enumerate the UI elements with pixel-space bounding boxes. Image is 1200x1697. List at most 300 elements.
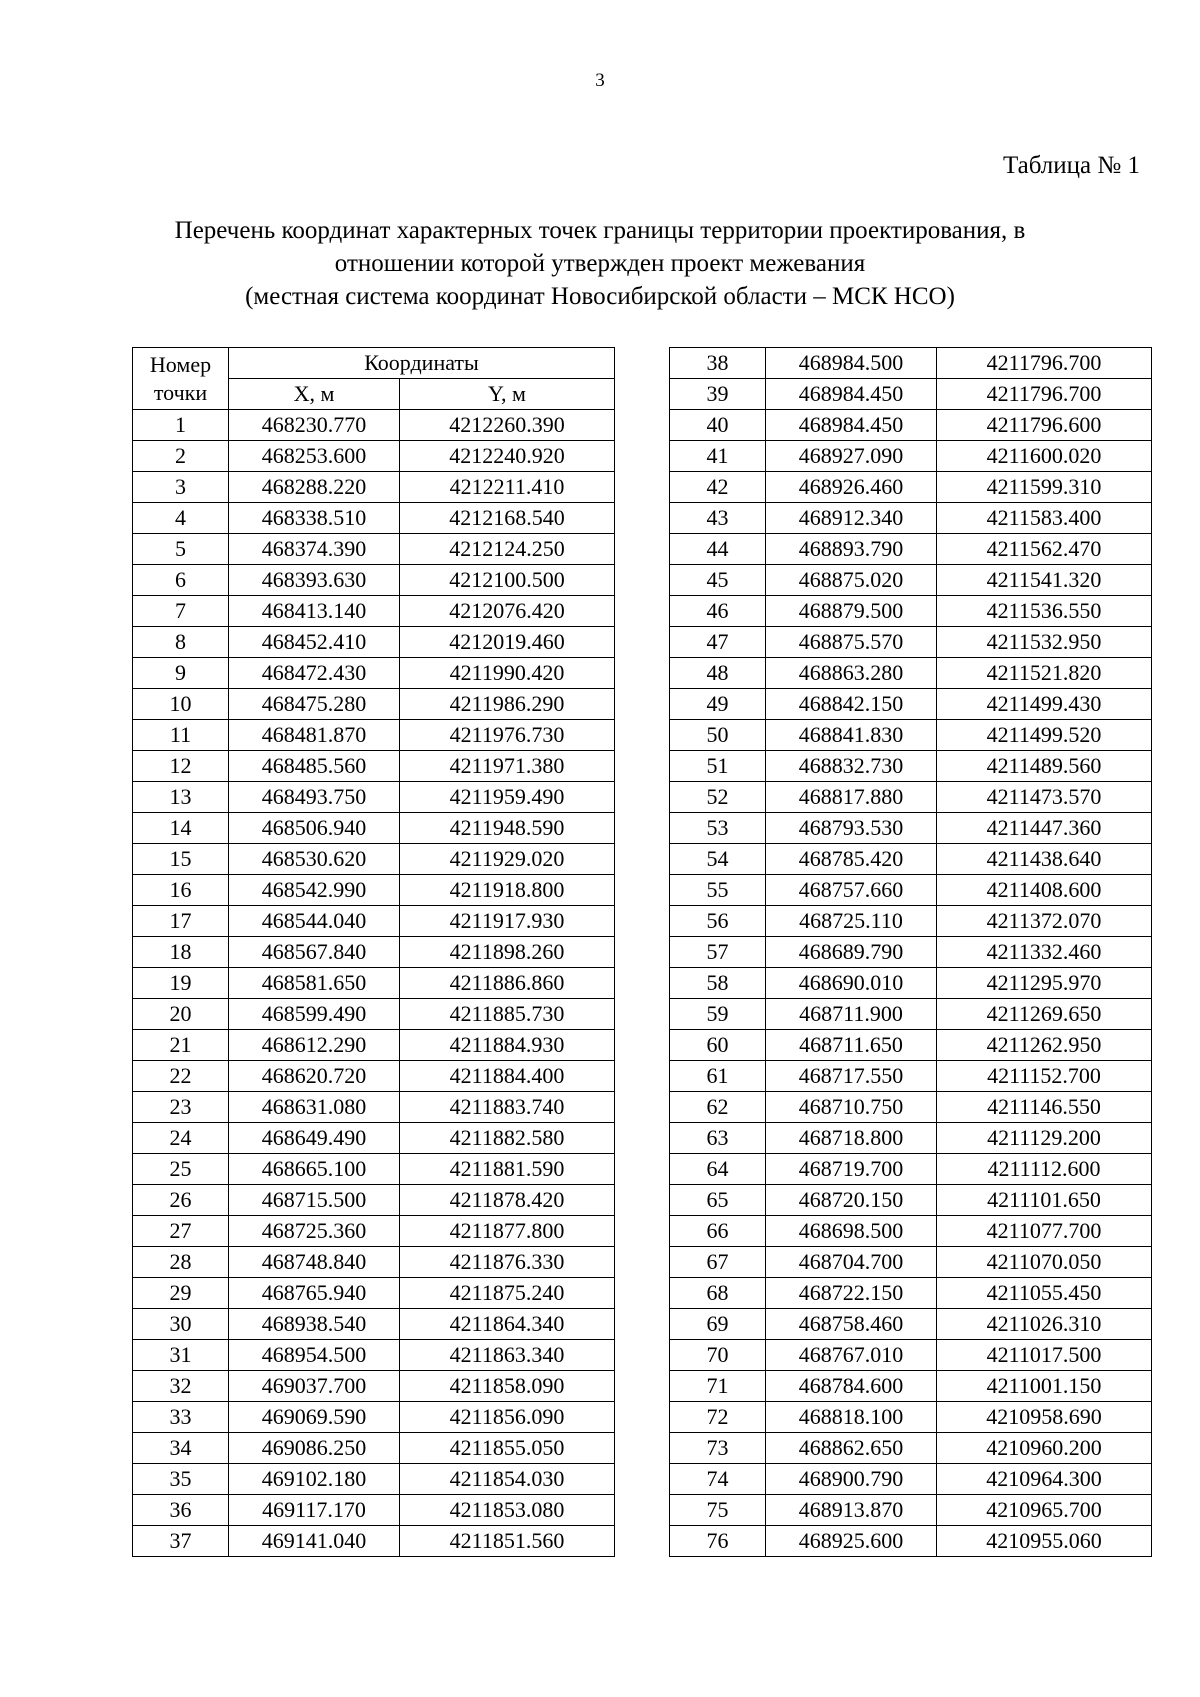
y-coordinate-cell: 4212076.420 [400, 596, 615, 627]
table-row [133, 1433, 615, 1464]
y-coordinate-cell: 4211917.930 [400, 906, 615, 937]
table-row [670, 627, 1152, 658]
y-coordinate-cell: 4211055.450 [937, 1278, 1152, 1309]
header-x: X, м [229, 379, 400, 410]
y-coordinate-cell: 4211562.470 [937, 534, 1152, 565]
y-coordinate-cell: 4211473.570 [937, 782, 1152, 813]
table-row [670, 875, 1152, 906]
point-number-cell: 32 [133, 1371, 229, 1402]
y-coordinate-cell: 4211959.490 [400, 782, 615, 813]
x-coordinate-cell: 468725.360 [229, 1216, 400, 1247]
point-number-cell: 27 [133, 1216, 229, 1247]
x-coordinate-cell: 468710.750 [766, 1092, 937, 1123]
table-row [133, 844, 615, 875]
table-row [670, 1185, 1152, 1216]
point-number-cell: 36 [133, 1495, 229, 1526]
point-number-cell: 5 [133, 534, 229, 565]
point-number-cell: 11 [133, 720, 229, 751]
y-coordinate-cell: 4211796.600 [937, 410, 1152, 441]
table-row [133, 534, 615, 565]
table-row [133, 1061, 615, 1092]
table-row [670, 1464, 1152, 1495]
point-number-cell: 46 [670, 596, 766, 627]
x-coordinate-cell: 468912.340 [766, 503, 937, 534]
y-coordinate-cell: 4211976.730 [400, 720, 615, 751]
table-row [133, 1247, 615, 1278]
x-coordinate-cell: 468581.650 [229, 968, 400, 999]
table-row [133, 441, 615, 472]
x-coordinate-cell: 468718.800 [766, 1123, 937, 1154]
x-coordinate-cell: 468374.390 [229, 534, 400, 565]
table-row [670, 813, 1152, 844]
x-coordinate-cell: 468900.790 [766, 1464, 937, 1495]
point-number-cell: 6 [133, 565, 229, 596]
point-number-cell: 2 [133, 441, 229, 472]
point-number-cell: 1 [133, 410, 229, 441]
x-coordinate-cell: 468493.750 [229, 782, 400, 813]
table-row [670, 1526, 1152, 1557]
y-coordinate-cell: 4211541.320 [937, 565, 1152, 596]
y-coordinate-cell: 4211101.650 [937, 1185, 1152, 1216]
header-y: Y, м [400, 379, 615, 410]
x-coordinate-cell: 468893.790 [766, 534, 937, 565]
table-row [670, 689, 1152, 720]
title-line-2: отношении которой утвержден проект межевания [334, 250, 866, 277]
table-row [670, 1030, 1152, 1061]
point-number-cell: 37 [133, 1526, 229, 1557]
table-row [670, 937, 1152, 968]
table-row [133, 1402, 615, 1433]
title-line-3: (местная система координат Новосибирской области – МСК НСО) [245, 283, 955, 310]
point-number-cell: 18 [133, 937, 229, 968]
left-table-body [133, 410, 615, 1557]
table-row [670, 1433, 1152, 1464]
coordinates-table-right [669, 347, 1152, 1557]
point-number-cell: 39 [670, 379, 766, 410]
y-coordinate-cell: 4211017.500 [937, 1340, 1152, 1371]
point-number-cell: 55 [670, 875, 766, 906]
point-number-cell: 8 [133, 627, 229, 658]
point-number-cell: 43 [670, 503, 766, 534]
x-coordinate-cell: 468393.630 [229, 565, 400, 596]
x-coordinate-cell: 469069.590 [229, 1402, 400, 1433]
table-row [133, 1278, 615, 1309]
point-number-cell: 31 [133, 1340, 229, 1371]
table-row [670, 751, 1152, 782]
x-coordinate-cell: 468862.650 [766, 1433, 937, 1464]
x-coordinate-cell: 468757.660 [766, 875, 937, 906]
table-row [133, 1154, 615, 1185]
point-number-cell: 34 [133, 1433, 229, 1464]
point-number-cell: 13 [133, 782, 229, 813]
table-row [133, 1309, 615, 1340]
y-coordinate-cell: 4211851.560 [400, 1526, 615, 1557]
x-coordinate-cell: 468631.080 [229, 1092, 400, 1123]
point-number-cell: 28 [133, 1247, 229, 1278]
y-coordinate-cell: 4211262.950 [937, 1030, 1152, 1061]
y-coordinate-cell: 4211295.970 [937, 968, 1152, 999]
x-coordinate-cell: 468717.550 [766, 1061, 937, 1092]
x-coordinate-cell: 468817.880 [766, 782, 937, 813]
table-row [133, 813, 615, 844]
x-coordinate-cell: 468530.620 [229, 844, 400, 875]
point-number-cell: 68 [670, 1278, 766, 1309]
point-number-cell: 14 [133, 813, 229, 844]
table-row [670, 1309, 1152, 1340]
point-number-cell: 9 [133, 658, 229, 689]
y-coordinate-cell: 4211854.030 [400, 1464, 615, 1495]
x-coordinate-cell: 468715.500 [229, 1185, 400, 1216]
table-row [133, 596, 615, 627]
y-coordinate-cell: 4211796.700 [937, 348, 1152, 379]
x-coordinate-cell: 468649.490 [229, 1123, 400, 1154]
y-coordinate-cell: 4210960.200 [937, 1433, 1152, 1464]
table-row [133, 565, 615, 596]
y-coordinate-cell: 4211885.730 [400, 999, 615, 1030]
point-number-cell: 69 [670, 1309, 766, 1340]
y-coordinate-cell: 4211883.740 [400, 1092, 615, 1123]
x-coordinate-cell: 468938.540 [229, 1309, 400, 1340]
y-coordinate-cell: 4211146.550 [937, 1092, 1152, 1123]
point-number-cell: 67 [670, 1247, 766, 1278]
table-row [133, 875, 615, 906]
coordinates-table-left [132, 347, 615, 1557]
point-number-cell: 40 [670, 410, 766, 441]
x-coordinate-cell: 468665.100 [229, 1154, 400, 1185]
x-coordinate-cell: 468913.870 [766, 1495, 937, 1526]
table-row [670, 720, 1152, 751]
point-number-cell: 61 [670, 1061, 766, 1092]
point-number-cell: 12 [133, 751, 229, 782]
y-coordinate-cell: 4212100.500 [400, 565, 615, 596]
x-coordinate-cell: 468338.510 [229, 503, 400, 534]
table-row [670, 1278, 1152, 1309]
x-coordinate-cell: 468711.900 [766, 999, 937, 1030]
y-coordinate-cell: 4211858.090 [400, 1371, 615, 1402]
table-row [670, 1154, 1152, 1185]
table-row [670, 379, 1152, 410]
x-coordinate-cell: 468765.940 [229, 1278, 400, 1309]
y-coordinate-cell: 4211882.580 [400, 1123, 615, 1154]
x-coordinate-cell: 468875.020 [766, 565, 937, 596]
table-row [670, 596, 1152, 627]
point-number-cell: 49 [670, 689, 766, 720]
table-row [670, 1340, 1152, 1371]
y-coordinate-cell: 4211918.800 [400, 875, 615, 906]
point-number-cell: 70 [670, 1340, 766, 1371]
table-row [133, 1340, 615, 1371]
y-coordinate-cell: 4211877.800 [400, 1216, 615, 1247]
y-coordinate-cell: 4211990.420 [400, 658, 615, 689]
x-coordinate-cell: 468599.490 [229, 999, 400, 1030]
point-number-cell: 48 [670, 658, 766, 689]
point-number-cell: 63 [670, 1123, 766, 1154]
y-coordinate-cell: 4211863.340 [400, 1340, 615, 1371]
point-number-cell: 64 [670, 1154, 766, 1185]
table-row [670, 1371, 1152, 1402]
table-row [133, 1526, 615, 1557]
y-coordinate-cell: 4211599.310 [937, 472, 1152, 503]
point-number-cell: 16 [133, 875, 229, 906]
table-row [670, 503, 1152, 534]
y-coordinate-cell: 4211077.700 [937, 1216, 1152, 1247]
x-coordinate-cell: 468954.500 [229, 1340, 400, 1371]
point-number-cell: 7 [133, 596, 229, 627]
y-coordinate-cell: 4211001.150 [937, 1371, 1152, 1402]
table-row [133, 658, 615, 689]
table-row [670, 1092, 1152, 1123]
x-coordinate-cell: 468984.450 [766, 410, 937, 441]
point-number-cell: 41 [670, 441, 766, 472]
y-coordinate-cell: 4211112.600 [937, 1154, 1152, 1185]
x-coordinate-cell: 468719.700 [766, 1154, 937, 1185]
x-coordinate-cell: 469102.180 [229, 1464, 400, 1495]
point-number-cell: 45 [670, 565, 766, 596]
point-number-cell: 19 [133, 968, 229, 999]
x-coordinate-cell: 468506.940 [229, 813, 400, 844]
table-row [670, 565, 1152, 596]
point-number-cell: 53 [670, 813, 766, 844]
y-coordinate-cell: 4211878.420 [400, 1185, 615, 1216]
x-coordinate-cell: 468413.140 [229, 596, 400, 627]
y-coordinate-cell: 4211886.860 [400, 968, 615, 999]
x-coordinate-cell: 468567.840 [229, 937, 400, 968]
table-row [670, 1123, 1152, 1154]
point-number-cell: 29 [133, 1278, 229, 1309]
right-table-body [670, 348, 1152, 1557]
x-coordinate-cell: 468725.110 [766, 906, 937, 937]
x-coordinate-cell: 468612.290 [229, 1030, 400, 1061]
header-point-number: Номер точки [133, 348, 229, 410]
x-coordinate-cell: 468927.090 [766, 441, 937, 472]
x-coordinate-cell: 468720.150 [766, 1185, 937, 1216]
x-coordinate-cell: 468863.280 [766, 658, 937, 689]
point-number-cell: 42 [670, 472, 766, 503]
table-row [133, 689, 615, 720]
table-row [133, 1185, 615, 1216]
y-coordinate-cell: 4211438.640 [937, 844, 1152, 875]
table-row [133, 410, 615, 441]
y-coordinate-cell: 4211600.020 [937, 441, 1152, 472]
y-coordinate-cell: 4211499.430 [937, 689, 1152, 720]
point-number-cell: 26 [133, 1185, 229, 1216]
y-coordinate-cell: 4211796.700 [937, 379, 1152, 410]
x-coordinate-cell: 468544.040 [229, 906, 400, 937]
x-coordinate-cell: 468472.430 [229, 658, 400, 689]
point-number-cell: 4 [133, 503, 229, 534]
x-coordinate-cell: 469086.250 [229, 1433, 400, 1464]
x-coordinate-cell: 468690.010 [766, 968, 937, 999]
x-coordinate-cell: 468925.600 [766, 1526, 937, 1557]
x-coordinate-cell: 468875.570 [766, 627, 937, 658]
y-coordinate-cell: 4211536.550 [937, 596, 1152, 627]
y-coordinate-cell: 4211499.520 [937, 720, 1152, 751]
document-title [0, 214, 1200, 313]
table-row [133, 1030, 615, 1061]
table-row [670, 1061, 1152, 1092]
y-coordinate-cell: 4212211.410 [400, 472, 615, 503]
table-row [670, 348, 1152, 379]
y-coordinate-cell: 4212124.250 [400, 534, 615, 565]
table-row [670, 1247, 1152, 1278]
table-row [133, 1092, 615, 1123]
x-coordinate-cell: 468481.870 [229, 720, 400, 751]
y-coordinate-cell: 4211408.600 [937, 875, 1152, 906]
y-coordinate-cell: 4211129.200 [937, 1123, 1152, 1154]
y-coordinate-cell: 4211864.340 [400, 1309, 615, 1340]
x-coordinate-cell: 468452.410 [229, 627, 400, 658]
y-coordinate-cell: 4211372.070 [937, 906, 1152, 937]
table-row [670, 1402, 1152, 1433]
y-coordinate-cell: 4211875.240 [400, 1278, 615, 1309]
point-number-cell: 33 [133, 1402, 229, 1433]
point-number-cell: 30 [133, 1309, 229, 1340]
x-coordinate-cell: 468758.460 [766, 1309, 937, 1340]
table-row [133, 627, 615, 658]
point-number-cell: 44 [670, 534, 766, 565]
point-number-cell: 71 [670, 1371, 766, 1402]
table-label: Таблица № 1 [1002, 152, 1140, 179]
table-row [670, 782, 1152, 813]
y-coordinate-cell: 4212168.540 [400, 503, 615, 534]
y-coordinate-cell: 4211532.950 [937, 627, 1152, 658]
x-coordinate-cell: 468748.840 [229, 1247, 400, 1278]
table-row [133, 968, 615, 999]
x-coordinate-cell: 468689.790 [766, 937, 937, 968]
y-coordinate-cell: 4211583.400 [937, 503, 1152, 534]
point-number-cell: 51 [670, 751, 766, 782]
table-row [133, 1495, 615, 1526]
x-coordinate-cell: 468542.990 [229, 875, 400, 906]
point-number-cell: 56 [670, 906, 766, 937]
y-coordinate-cell: 4211489.560 [937, 751, 1152, 782]
y-coordinate-cell: 4211447.360 [937, 813, 1152, 844]
point-number-cell: 59 [670, 999, 766, 1030]
x-coordinate-cell: 468984.500 [766, 348, 937, 379]
y-coordinate-cell: 4211070.050 [937, 1247, 1152, 1278]
table-row [133, 751, 615, 782]
page-number: 3 [595, 70, 605, 91]
point-number-cell: 22 [133, 1061, 229, 1092]
point-number-cell: 21 [133, 1030, 229, 1061]
y-coordinate-cell: 4210965.700 [937, 1495, 1152, 1526]
point-number-cell: 62 [670, 1092, 766, 1123]
title-line-1: Перечень координат характерных точек границы территории проектирования, в [174, 217, 1026, 244]
point-number-cell: 76 [670, 1526, 766, 1557]
y-coordinate-cell: 4211898.260 [400, 937, 615, 968]
y-coordinate-cell: 4211971.380 [400, 751, 615, 782]
table-row [133, 906, 615, 937]
y-coordinate-cell: 4211986.290 [400, 689, 615, 720]
table-row [670, 968, 1152, 999]
point-number-cell: 54 [670, 844, 766, 875]
point-number-cell: 72 [670, 1402, 766, 1433]
point-number-cell: 74 [670, 1464, 766, 1495]
y-coordinate-cell: 4211853.080 [400, 1495, 615, 1526]
point-number-cell: 35 [133, 1464, 229, 1495]
table-row [670, 1495, 1152, 1526]
x-coordinate-cell: 469117.170 [229, 1495, 400, 1526]
x-coordinate-cell: 468485.560 [229, 751, 400, 782]
table-row [670, 534, 1152, 565]
point-number-cell: 73 [670, 1433, 766, 1464]
y-coordinate-cell: 4211884.930 [400, 1030, 615, 1061]
y-coordinate-cell: 4211876.330 [400, 1247, 615, 1278]
x-coordinate-cell: 468832.730 [766, 751, 937, 782]
table-row [133, 937, 615, 968]
table-row [133, 1216, 615, 1247]
y-coordinate-cell: 4212260.390 [400, 410, 615, 441]
x-coordinate-cell: 468288.220 [229, 472, 400, 503]
y-coordinate-cell: 4211948.590 [400, 813, 615, 844]
point-number-cell: 17 [133, 906, 229, 937]
y-coordinate-cell: 4211855.050 [400, 1433, 615, 1464]
x-coordinate-cell: 468793.530 [766, 813, 937, 844]
y-coordinate-cell: 4210955.060 [937, 1526, 1152, 1557]
table-row [670, 999, 1152, 1030]
y-coordinate-cell: 4211152.700 [937, 1061, 1152, 1092]
table-row [670, 844, 1152, 875]
x-coordinate-cell: 469141.040 [229, 1526, 400, 1557]
point-number-cell: 60 [670, 1030, 766, 1061]
table-row [670, 906, 1152, 937]
y-coordinate-cell: 4211881.590 [400, 1154, 615, 1185]
point-number-cell: 50 [670, 720, 766, 751]
x-coordinate-cell: 468722.150 [766, 1278, 937, 1309]
point-number-cell: 58 [670, 968, 766, 999]
y-coordinate-cell: 4210958.690 [937, 1402, 1152, 1433]
point-number-cell: 75 [670, 1495, 766, 1526]
y-coordinate-cell: 4212240.920 [400, 441, 615, 472]
table-row [133, 503, 615, 534]
point-number-cell: 23 [133, 1092, 229, 1123]
x-coordinate-cell: 468784.600 [766, 1371, 937, 1402]
y-coordinate-cell: 4211332.460 [937, 937, 1152, 968]
table-row [670, 658, 1152, 689]
x-coordinate-cell: 468785.420 [766, 844, 937, 875]
y-coordinate-cell: 4211856.090 [400, 1402, 615, 1433]
y-coordinate-cell: 4211929.020 [400, 844, 615, 875]
table-row [670, 410, 1152, 441]
table-row [133, 472, 615, 503]
x-coordinate-cell: 468879.500 [766, 596, 937, 627]
point-number-cell: 52 [670, 782, 766, 813]
table-row [133, 1123, 615, 1154]
y-coordinate-cell: 4210964.300 [937, 1464, 1152, 1495]
y-coordinate-cell: 4211884.400 [400, 1061, 615, 1092]
x-coordinate-cell: 469037.700 [229, 1371, 400, 1402]
x-coordinate-cell: 468926.460 [766, 472, 937, 503]
point-number-cell: 20 [133, 999, 229, 1030]
table-row [670, 1216, 1152, 1247]
table-row [670, 441, 1152, 472]
point-number-cell: 66 [670, 1216, 766, 1247]
x-coordinate-cell: 468767.010 [766, 1340, 937, 1371]
x-coordinate-cell: 468620.720 [229, 1061, 400, 1092]
table-row [133, 1464, 615, 1495]
point-number-cell: 25 [133, 1154, 229, 1185]
point-number-cell: 3 [133, 472, 229, 503]
x-coordinate-cell: 468841.830 [766, 720, 937, 751]
point-number-cell: 10 [133, 689, 229, 720]
point-number-cell: 57 [670, 937, 766, 968]
point-number-cell: 47 [670, 627, 766, 658]
point-number-cell: 38 [670, 348, 766, 379]
y-coordinate-cell: 4211026.310 [937, 1309, 1152, 1340]
y-coordinate-cell: 4212019.460 [400, 627, 615, 658]
point-number-cell: 65 [670, 1185, 766, 1216]
x-coordinate-cell: 468818.100 [766, 1402, 937, 1433]
